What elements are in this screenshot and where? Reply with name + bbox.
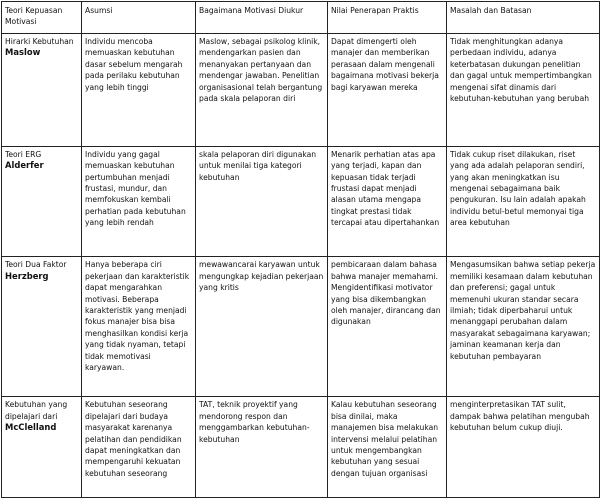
measurement-cell <box>196 146 328 257</box>
assumption-cell <box>82 146 196 257</box>
table-row <box>2 397 600 498</box>
theory-cell <box>2 146 82 257</box>
measurement-cell <box>196 257 328 397</box>
measurement-cell <box>196 34 328 147</box>
theory-name: Hirarki Kebutuhan <box>5 37 74 46</box>
practical-value-cell <box>328 257 447 397</box>
table-header-row <box>2 2 600 34</box>
practical-value-cell <box>328 34 447 147</box>
theory-name: Kebutuhan yang dipelajari dari <box>5 400 68 421</box>
practical-value-text: Kalau kebutuhan seseorang bisa dinilai, maka manajemen bisa melakukan intervensi melalui pelatihan untuk mengembangkan kebutuhan yang sesuai dengan tujuan organisasi <box>331 400 439 478</box>
theory-cell <box>2 397 82 498</box>
header-theory: Teori Kepuasan Motivasi <box>2 2 82 34</box>
header-measurement: Bagaimana Motivasi Diukur <box>196 2 328 34</box>
table-row <box>2 34 600 147</box>
measurement-text: TAT, teknik proyektif yang mendorong respon dan menggambarkan kebutuhan-kebutuhan <box>199 400 310 444</box>
practical-value-cell <box>328 146 447 257</box>
header-practical-value: Nilai Penerapan Praktis <box>328 2 447 34</box>
assumption-cell <box>82 34 196 147</box>
theory-author: Herzberg <box>5 270 49 281</box>
theory-name: Teori Dua Faktor <box>5 260 67 270</box>
assumption-cell <box>82 257 196 397</box>
practical-value-text: Dapat dimengerti oleh manajer dan memberikan perasaan dalam mengenali bagaimana motivasi bekerja bagi karyawan mereka <box>331 37 439 92</box>
assumption-text: Hanya beberapa ciri pekerjaan dan karakteristik dapat mengarahkan motivasi. Beberapa karakteristik yang menjadi fokus manajer bisa bisa menghasilkan kondisi kerja yang tidak nyaman, tetapi tidak memotivasi karyawan. <box>85 260 190 372</box>
practical-value-cell <box>328 397 447 498</box>
measurement-text: skala pelaporan diri digunakan untuk menilai tiga kategori kebutuhan <box>199 149 317 182</box>
practical-value-text: pembicaraan dalam bahasa bahwa manajer memahami. Mengidentifikasi motivator yang bisa dikembangkan oleh manajer, dirancang dan digunakan <box>331 260 441 327</box>
theory-author: Maslow <box>5 47 41 58</box>
problems-cell <box>447 34 600 147</box>
problems-cell <box>447 146 600 257</box>
motivation-theory-table <box>1 1 600 498</box>
theory-name: Teori ERG <box>5 149 42 159</box>
measurement-cell <box>196 397 328 498</box>
theory-cell <box>2 257 82 397</box>
table-row <box>2 146 600 257</box>
header-assumption: Asumsi <box>82 2 196 34</box>
assumption-text: Individu mencoba memuaskan kebutuhan dasar sebelum mengarah pada perilaku kebutuhan yang lebih tinggi <box>85 37 183 92</box>
problems-text: Tidak menghitungkan adanya perbedaan individu, adanya keterbatasan dukungan penelitian dan gagal untuk mempertimbangkan mengenai sifat dinamis dari kebutuhan-kebutuhan yang berubah <box>450 37 592 104</box>
problems-text: Mengasumsikan bahwa setiap pekerja memiliki kesamaan dalam kebutuhan dan preferensi; gagal untuk memenuhi ukuran standar secara ilmiah; tidak diperbaharui untuk menanggapi perubahan dalam masyarakat sebagaimana karyawan; jaminan keamanan kerja dan kebutuhan pembayaran <box>450 260 596 361</box>
assumption-text: Kebutuhan seseorang dipelajari dari budaya masyarakat karenanya pelatihan dan pendidikan dapat meningkatkan dan mempengaruhi kekuatan kebutuhan seseorang <box>85 400 182 478</box>
theory-author: Alderfer <box>5 160 44 171</box>
assumption-cell <box>82 397 196 498</box>
table-row <box>2 257 600 397</box>
problems-cell <box>447 397 600 498</box>
theory-author: McClelland <box>5 422 57 433</box>
problems-text: Tidak cukup riset dilakukan, riset yang ada adalah pelaporan sendiri, yang akan meningkatkan isu mengenai sebagaimana baik pengukuran. Isu lain adalah apakah individu betul-betul memonyai tiga area kebutuhan <box>450 149 586 228</box>
measurement-text: mewawancarai karyawan untuk mengungkap kejadian pekerjaan yang kritis <box>199 260 324 293</box>
header-problems: Masalah dan Batasan <box>447 2 600 34</box>
problems-text: menginterpretasikan TAT sulit, dampak bahwa pelatihan mengubah kebutuhan belum cukup diuji. <box>450 400 590 433</box>
practical-value-text: Menarik perhatian atas apa yang terjadi, kapan dan kepuasan tidak terjadi frustasi dapat menjadi alasan utama mengapa tingkat prestasi tidak tercapai atau dipertahankan <box>331 149 440 228</box>
theory-cell <box>2 34 82 147</box>
measurement-text: Maslow, sebagai psikolog klinik, mendengarkan pasien dan menanyakan pertanyaan dan mendengar jawaban. Penelitian organisasional telah bergantung pada skala pelaporan diri <box>199 37 323 104</box>
assumption-text: Individu yang gagal memuaskan kebutuhan pertumbuhan menjadi frustasi, mundur, dan memfokuskan kembali perhatian pada kebutuhan yang lebih rendah <box>85 149 186 228</box>
problems-cell <box>447 257 600 397</box>
